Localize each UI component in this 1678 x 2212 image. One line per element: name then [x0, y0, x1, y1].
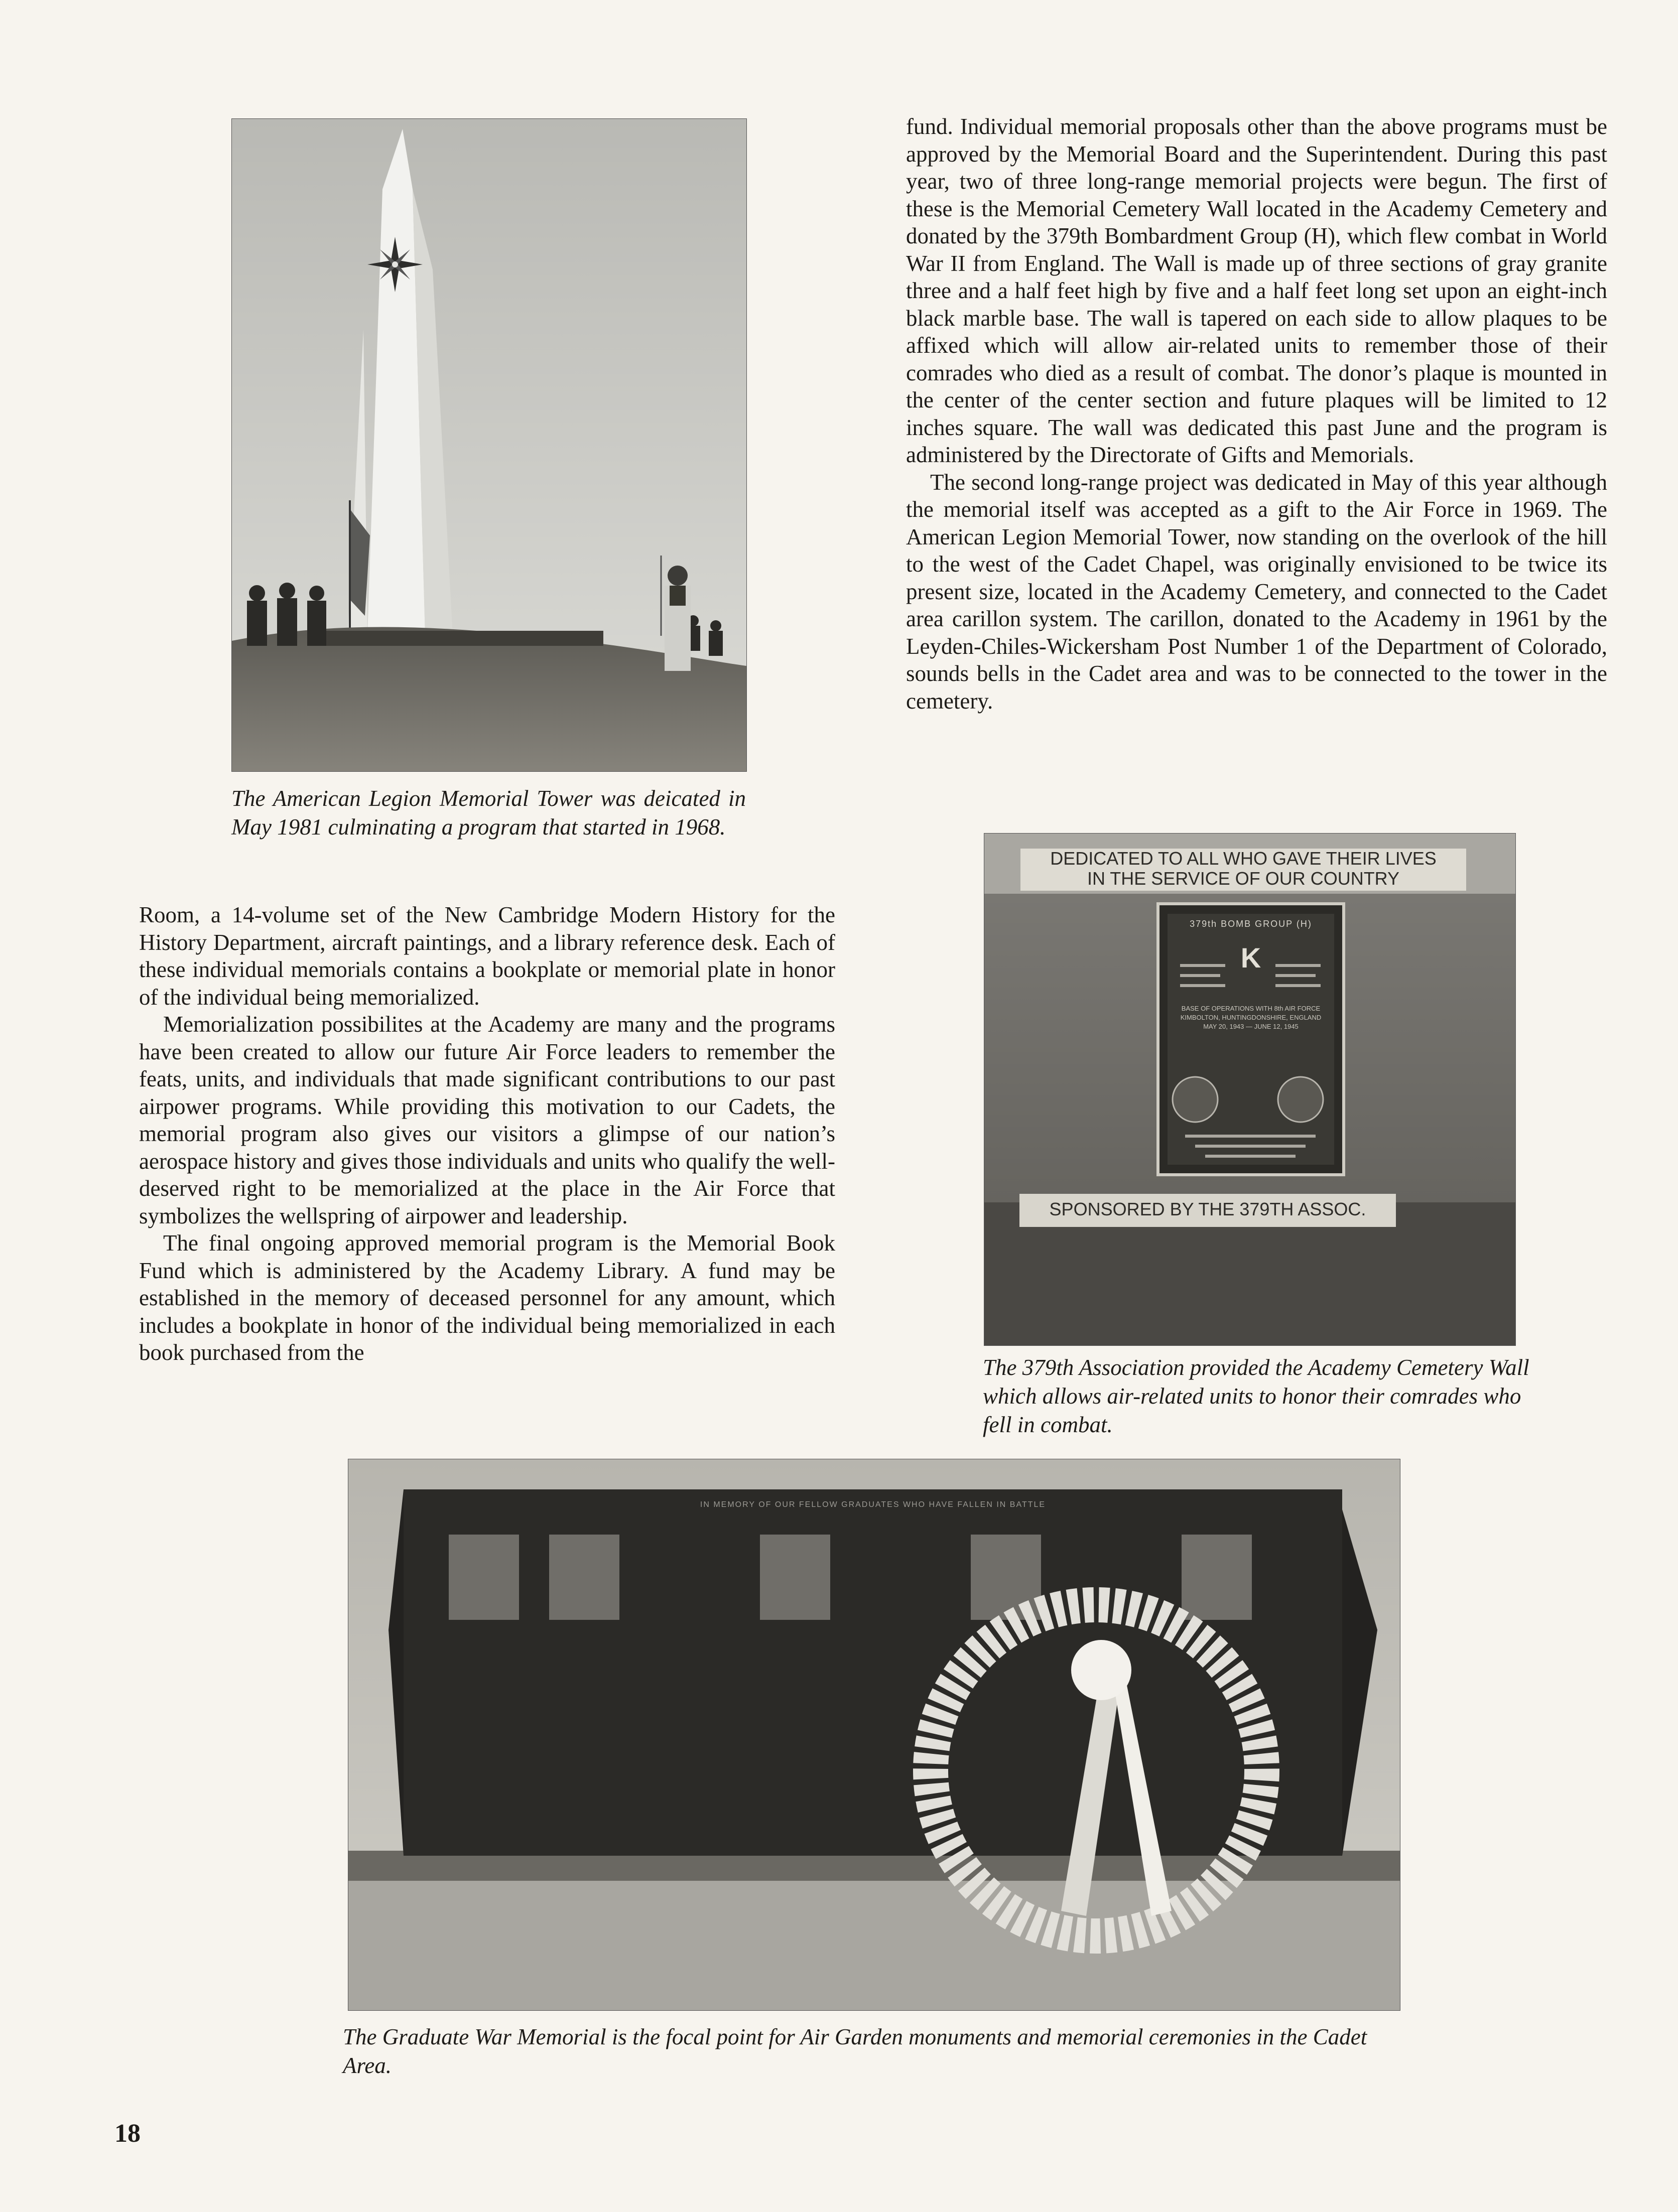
- left-paragraph-1: Room, a 14-volume set of the New Cambridge Modern History for the History Department, aircraft paintings, and a library reference desk. Each of these individual memorials contains a bookplate or memorial plate in honor of the individual being memorialized.: [139, 902, 835, 1010]
- wall-sign-bottom: SPONSORED BY THE 379TH ASSOC.: [1049, 1199, 1366, 1219]
- right-column: [906, 113, 1607, 715]
- cemetery-wall-photo: [984, 833, 1516, 1346]
- left-paragraph-3: The final ongoing approved memorial program is the Memorial Book Fund which is administered by the Academy Library. A fund may be established in the memory of deceased personnel for any amount, which includes a bookplate in honor of the individual being memorialized in each book purchased from the: [139, 1230, 835, 1365]
- plaque-letter: K: [1240, 942, 1261, 974]
- page-number: 18: [114, 2119, 141, 2148]
- left-paragraph-2: Memorialization possibilites at the Academy are many and the programs have been created to allow our future Air Force leaders to remember the feats, units, and individuals that made significant contributions to our past airpower programs. While providing this motivation to our Cadets, the memorial program also gives our visitors a glimpse of our nation’s aerospace history and gives those individuals and units who qualify the well-deserved right to be memorialized at the place in the Air Force that symbolizes the wellspring of airpower and leadership.: [139, 1012, 835, 1228]
- plaque-text-line-1: BASE OF OPERATIONS WITH 8th AIR FORCE: [1181, 1005, 1321, 1012]
- wall-sign-top: [1020, 849, 1466, 891]
- graduate-wall-inscription: IN MEMORY OF OUR FELLOW GRADUATES WHO HAVE FALLEN IN BATTLE: [700, 1500, 1046, 1509]
- tower-photo: [231, 118, 747, 772]
- plaque-text-line-2: KIMBOLTON, HUNTINGDONSHIRE, ENGLAND: [1180, 1014, 1322, 1021]
- cemetery-wall-caption: The 379th Association provided the Academy Cemetery Wall which allows air-related units to honor their comrades who fell in combat.: [983, 1355, 1529, 1437]
- graduate-memorial-caption: The Graduate War Memorial is the focal point for Air Garden monuments and memorial ceremonies in the Cadet Area.: [343, 2024, 1367, 2078]
- tower-caption: The American Legion Memorial Tower was deicated in May 1981 culminating a program that started in 1968.: [231, 786, 746, 840]
- graduate-memorial-photo: [348, 1459, 1400, 2011]
- left-column: [139, 901, 835, 1366]
- right-paragraph-2: The second long-range project was dedicated in May of this year although the memorial itself was accepted as a gift to the Air Force in 1969. The American Legion Memorial Tower, now standing on the overlook of the hill to the west of the Cadet Chapel, was originally envisioned to be twice its present size, located in the Academy Cemetery, and connected to the Cadet area carillon system. The carillon, donated to the Academy in 1961 by the Leyden-Chiles-Wickersham Post Number 1 of the Department of Colorado, sounds bells in the Cadet area and was to be connected to the tower in the cemetery.: [906, 469, 1607, 714]
- plaque-title: 379th BOMB GROUP (H): [1190, 919, 1312, 929]
- right-paragraph-1: fund. Individual memorial proposals other than the above programs must be approved by the Memorial Board and the Superintendent. During this past year, two of three long-range memorial projects were begun. The first of these is the Memorial Cemetery Wall located in the Academy Cemetery and donated by the 379th Bombardment Group (H), which flew combat in World War II from England. The Wall is made up of three sections of gray granite three and a half feet high by five and a half feet long set upon an eight-inch black marble base. The wall is tapered on each side to allow plaques to be affixed which will allow air-related units to remember those of their comrades who died as a result of combat. The donor’s plaque is mounted in the center of the center section and future plaques will be limited to 12 inches square. The wall was dedicated this past June and the program is administered by the Directorate of Gifts and Memorials.: [906, 114, 1607, 467]
- plaque-text-line-3: MAY 20, 1943 — JUNE 12, 1945: [1203, 1023, 1299, 1030]
- plaque-text: [1168, 1004, 1334, 1031]
- wall-sign-top-line-1: DEDICATED TO ALL WHO GAVE THEIR LIVES: [1050, 848, 1437, 869]
- wall-sign-top-line-2: IN THE SERVICE OF OUR COUNTRY: [1087, 868, 1400, 889]
